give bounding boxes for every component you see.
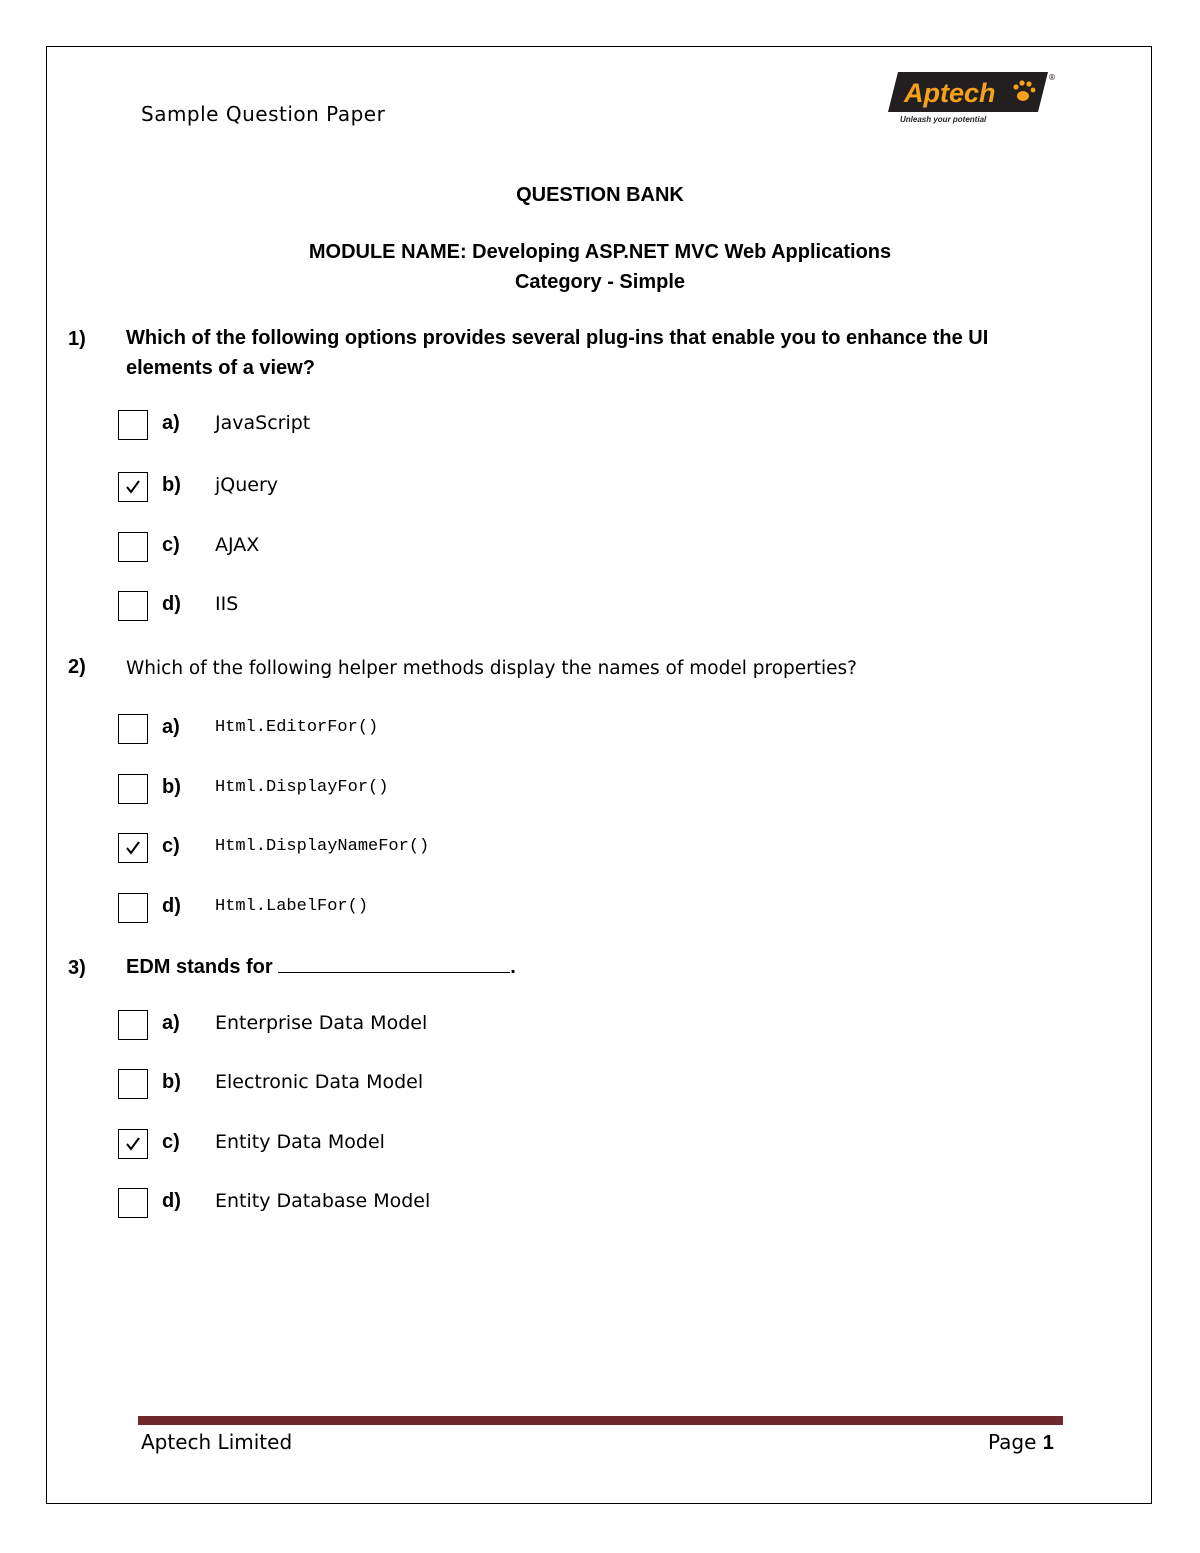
answer-option[interactable] (118, 774, 818, 808)
answer-option[interactable] (118, 532, 818, 566)
answer-checkbox[interactable] (118, 532, 148, 562)
answer-option[interactable] (118, 472, 818, 506)
answer-checkbox[interactable] (118, 472, 148, 502)
answer-blank (278, 954, 510, 973)
question-text-start: EDM stands for (126, 956, 273, 978)
answer-checkbox[interactable] (118, 893, 148, 923)
answer-option[interactable] (118, 893, 818, 927)
option-text: Html.DisplayFor() (215, 778, 389, 797)
registered-mark: ® (1048, 73, 1056, 82)
option-text: JavaScript (215, 412, 311, 434)
header-title: Sample Question Paper (141, 102, 386, 126)
option-text: Entity Database Model (215, 1190, 431, 1212)
option-text: Html.EditorFor() (215, 718, 379, 737)
question-number: 1) (68, 328, 86, 350)
page-label: Page (988, 1430, 1037, 1454)
answer-option[interactable] (118, 1010, 818, 1044)
option-letter: d) (162, 593, 181, 615)
option-letter: a) (162, 412, 180, 434)
option-letter: b) (162, 1071, 181, 1093)
footer-company: Aptech Limited (141, 1430, 293, 1454)
answer-checkbox[interactable] (118, 410, 148, 440)
category: Category - Simple (514, 271, 686, 293)
option-text: Electronic Data Model (215, 1071, 424, 1093)
option-letter: a) (162, 716, 180, 738)
answer-checkbox[interactable] (118, 714, 148, 744)
option-letter: c) (162, 534, 180, 556)
question-number: 2) (68, 656, 86, 678)
answer-option[interactable] (118, 1129, 818, 1163)
answer-checkbox[interactable] (118, 1069, 148, 1099)
answer-option[interactable] (118, 1188, 818, 1222)
option-text: AJAX (215, 534, 260, 556)
answer-option[interactable] (118, 833, 818, 867)
option-letter: b) (162, 474, 181, 496)
option-letter: c) (162, 1131, 180, 1153)
question-text: Which of the following options provides several plug-ins that enable you to enhance the UI elements of a view? (126, 327, 989, 379)
option-letter: a) (162, 1012, 180, 1034)
question-text (126, 952, 1026, 982)
logo-tagline: Unleash your potential (900, 115, 987, 124)
option-letter: d) (162, 895, 181, 917)
option-text: Html.DisplayNameFor() (215, 837, 430, 856)
answer-option[interactable] (118, 591, 818, 625)
question-number: 3) (68, 957, 86, 979)
option-letter: c) (162, 835, 180, 857)
option-text: Html.LabelFor() (215, 897, 369, 916)
answer-option[interactable] (118, 714, 818, 748)
page-number-value: 1 (1042, 1432, 1054, 1454)
aptech-logo (888, 68, 1058, 126)
option-letter: b) (162, 776, 181, 798)
question-text: Which of the following helper methods display the names of model properties? (126, 658, 857, 679)
footer-bar (138, 1416, 1063, 1425)
module-name: MODULE NAME: Developing ASP.NET MVC Web Applications (308, 241, 892, 263)
logo-brand: Aptech (904, 78, 996, 108)
option-text: Enterprise Data Model (215, 1012, 428, 1034)
checkmark-icon (124, 478, 142, 496)
answer-option[interactable] (118, 410, 818, 444)
option-text: Entity Data Model (215, 1131, 385, 1153)
option-letter: d) (162, 1190, 181, 1212)
answer-checkbox[interactable] (118, 1188, 148, 1218)
page-number (988, 1430, 1054, 1455)
question-text-end: . (510, 956, 516, 978)
answer-checkbox[interactable] (118, 1010, 148, 1040)
answer-checkbox[interactable] (118, 833, 148, 863)
option-text: jQuery (215, 474, 279, 496)
doc-title: QUESTION BANK (516, 184, 684, 206)
answer-checkbox[interactable] (118, 774, 148, 804)
option-text: IIS (215, 593, 239, 615)
answer-checkbox[interactable] (118, 1129, 148, 1159)
answer-option[interactable] (118, 1069, 818, 1103)
checkmark-icon (124, 839, 142, 857)
answer-checkbox[interactable] (118, 591, 148, 621)
checkmark-icon (124, 1135, 142, 1153)
